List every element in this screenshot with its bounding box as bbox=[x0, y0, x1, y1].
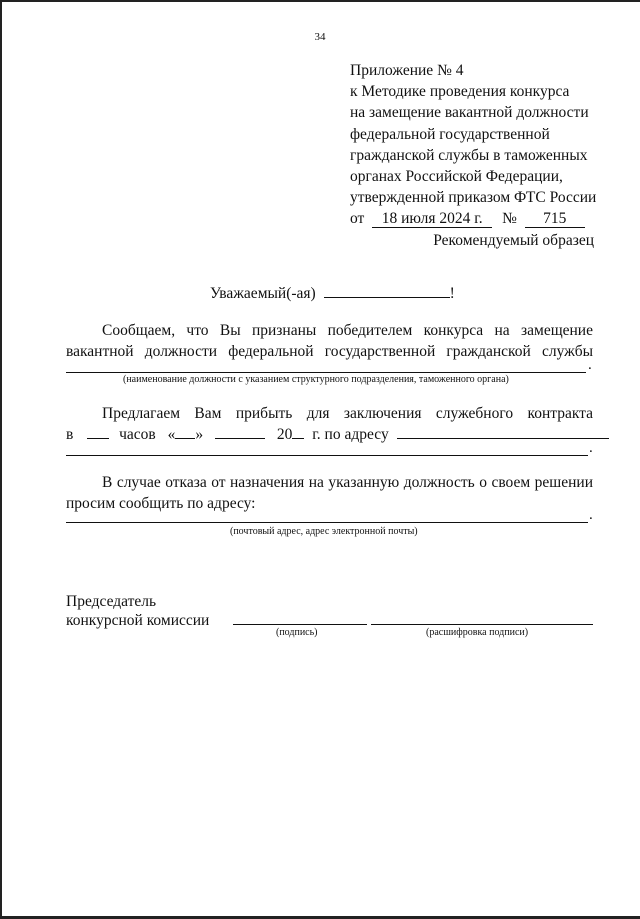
paragraph-line: В случае отказа от назначения на указанную должность о своем решении bbox=[102, 474, 593, 491]
appendix-line: к Методике проведения конкурса bbox=[350, 83, 570, 101]
order-number: 715 bbox=[525, 210, 585, 228]
reply-address-caption: (почтовый адрес, адрес электронной почты) bbox=[230, 526, 418, 537]
scan-edge-left bbox=[0, 0, 2, 919]
signature-caption: (подпись) bbox=[276, 627, 318, 638]
greeting-end: ! bbox=[449, 285, 455, 302]
line-end-period: . bbox=[589, 440, 593, 456]
paragraph-line: вакантной должности федеральной государственной гражданской службы bbox=[66, 343, 593, 360]
appendix-header bbox=[350, 60, 596, 230]
line-end-period: . bbox=[588, 357, 592, 373]
appendix-line: органах Российской Федерации, bbox=[350, 168, 563, 186]
appendix-line: утвержденной приказом ФТС России bbox=[350, 189, 597, 207]
year-blank[interactable] bbox=[292, 438, 304, 439]
paragraph-line: Сообщаем, что Вы признаны победителем конкурса на замещение bbox=[102, 322, 593, 339]
day-blank[interactable] bbox=[175, 438, 195, 439]
position-name-blank[interactable] bbox=[66, 372, 586, 373]
scan-edge-top bbox=[0, 0, 640, 2]
signature-decoding-blank[interactable] bbox=[371, 624, 593, 625]
number-label: № bbox=[502, 210, 517, 228]
greeting-text: Уважаемый(-ая) bbox=[210, 285, 316, 302]
reply-address-blank[interactable] bbox=[66, 522, 588, 523]
month-blank[interactable] bbox=[215, 438, 265, 439]
appendix-line: Приложение № 4 bbox=[350, 62, 464, 79]
address-continuation-blank[interactable] bbox=[66, 455, 588, 456]
hour-blank[interactable] bbox=[87, 438, 109, 439]
chairman-label: Председатель конкурсной комиссии bbox=[66, 593, 210, 629]
sample-label: Рекомендуемый образец bbox=[433, 232, 594, 249]
order-date-line bbox=[350, 208, 596, 229]
appendix-line: гражданской службы в таможенных bbox=[350, 146, 588, 164]
recipient-name-blank[interactable] bbox=[324, 297, 450, 298]
paragraph-invitation bbox=[66, 403, 593, 445]
address-blank[interactable] bbox=[397, 438, 609, 439]
appendix-line: федеральной государственной bbox=[350, 125, 550, 143]
position-caption: (наименование должности с указанием структурного подразделения, таможенного органа) bbox=[123, 374, 509, 385]
paragraph-line: просим сообщить по адресу: bbox=[66, 495, 256, 512]
order-date: 18 июля 2024 г. bbox=[372, 210, 492, 228]
paragraph-line: Предлагаем Вам прибыть для заключения служебного контракта bbox=[102, 405, 593, 422]
paragraph-winner bbox=[66, 320, 593, 362]
appendix-line: на замещение вакантной должности bbox=[350, 104, 589, 122]
greeting-line bbox=[210, 285, 455, 303]
signature-decoding-caption: (расшифровка подписи) bbox=[426, 627, 529, 638]
paragraph-refusal bbox=[66, 472, 593, 514]
page-number: 34 bbox=[314, 31, 326, 43]
signature-blank[interactable] bbox=[233, 624, 367, 625]
from-label: от bbox=[350, 210, 365, 228]
appointment-line: в часов « » 20 г. по адресу bbox=[66, 424, 593, 445]
line-end-period: . bbox=[589, 507, 593, 523]
